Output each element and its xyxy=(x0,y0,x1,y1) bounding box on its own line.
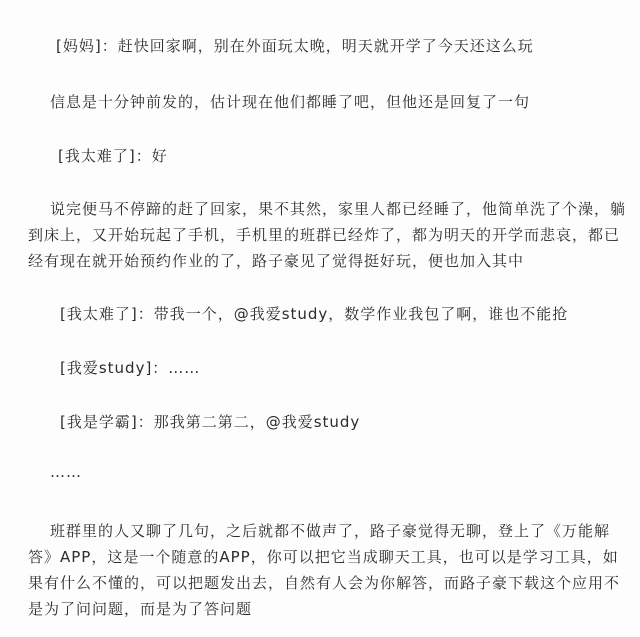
text-line-chat-2: [我爱study]：…… xyxy=(60,359,201,377)
text-paragraph-app: 班群里的人又聊了几句，之后就都不做声了，路子豪觉得无聊，登上了《万能解答》APP，这是一个随意的APP，你可以把它当成聊天工具，也可以是学习工具，如果有什么不懂的，可以把题发出去，自然有人会为你解答，而路子豪下载这个应用不是为了问问题，而是为了答问题 xyxy=(28,522,621,618)
text-line-ellipsis: …… xyxy=(50,463,82,481)
text-line-reply: [我太难了]：好 xyxy=(58,147,168,165)
text-line-chat-1: [我太难了]：带我一个，@我爱study，数学作业我包了啊，谁也不能抢 xyxy=(60,305,569,323)
text-line-chat-3: [我是学霸]：那我第二第二，@我爱study xyxy=(60,413,361,431)
text-paragraph-narration: 说完便马不停蹄的赶了回家，果不其然，家里人都已经睡了，他简单洗了个澡，躺到床上，又开始玩起了手机，手机里的班群已经炸了，都为明天的开学而悲哀，都已经有现在就开始预约作业的了，路子豪见了觉得挺好玩，便也加入其中 xyxy=(28,200,627,270)
text-line-mom-message: [妈妈]：赶快回家啊，别在外面玩太晚，明天就开学了今天还这么玩 xyxy=(56,37,534,55)
text-line-narration: 信息是十分钟前发的，估计现在他们都睡了吧，但他还是回复了一句 xyxy=(50,93,531,111)
